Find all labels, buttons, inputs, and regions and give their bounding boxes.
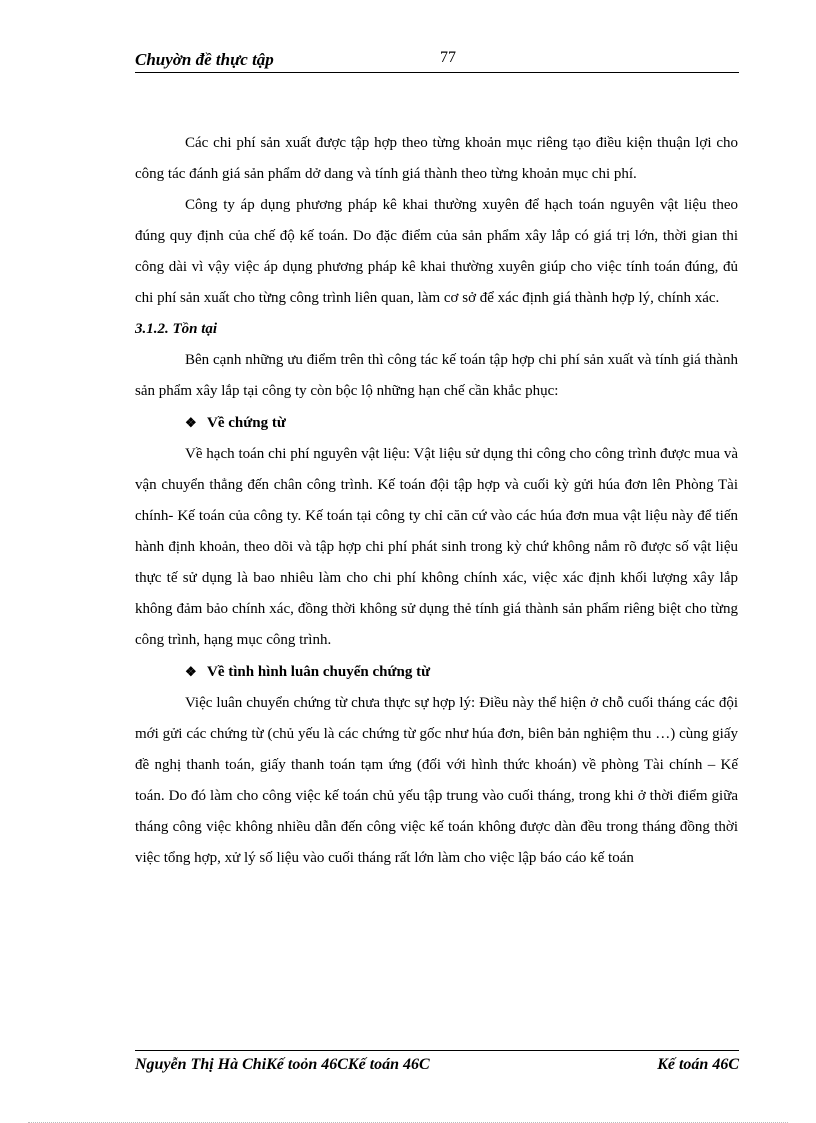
bullet-heading-label: Về tình hình luân chuyển chứng từ (207, 664, 431, 680)
paragraph-4: Về hạch toán chi phí nguyên vật liệu: Vật liệu sử dụng thi công cho công trình được mua và vận chuyển thẳng đến chân công trình. Kế toán đội tập hợp và cuối kỳ gửi húa đơn lên Phòng Tài chính- Kế toán của công ty. Kế toán tại công ty chỉ căn cứ vào các húa đơn mua vật liệu này để tiến hành định khoản, theo dõi và tập hợp chi phí phát sinh trong kỳ chứ không nắm rõ được số vật liệu thực tế sử dụng là bao nhiêu làm cho chi phí không chính xác, việc xác định khối lượng xây lắp không đảm bảo chính xác, đồng thời không sử dụng thẻ tính giá thành sản phẩm riêng biệt cho từng công trình, hạng mục công trình. (135, 446, 738, 648)
paragraph-1: Các chi phí sản xuất được tập hợp theo từng khoản mục riêng tạo điều kiện thuận lợi cho công tác đánh giá sản phẩm dở dang và tính giá thành theo từng khoản mục chi phí. (135, 135, 738, 182)
page-number: 77 (440, 49, 456, 66)
bullet-heading-documents (135, 407, 738, 439)
bullet-heading-circulation (135, 656, 738, 688)
four-diamond-bullet-icon: ❖ (185, 415, 197, 430)
paragraph-5: Việc luân chuyển chứng từ chưa thực sự hợp lý: Điều này thể hiện ở chỗ cuối tháng các đội mới gửi các chứng từ (chủ yếu là các chứng từ gốc như húa đơn, biên bản nghiệm thu …) cùng giấy đề nghị thanh toán, giấy thanh toán tạm ứng (đối với hình thức khoán) về phòng Tài chính – Kế toán. Do đó làm cho công việc kế toán chủ yếu tập trung vào cuối tháng, trong khi ở thời điểm giữa tháng công việc không nhiều dẫn đến công việc kế toán không được dàn đều trong tháng đồng thời việc tổng hợp, xử lý số liệu vào cuối tháng rất lớn làm cho việc lập báo cáo kế toán (135, 695, 738, 866)
footer-class: Kế toán 46C (657, 1056, 739, 1073)
footer-author: Nguyễn Thị Hà ChiKế toỏn 46CKế toán 46C (135, 1056, 430, 1073)
page-footer (135, 1050, 739, 1081)
bullet-heading-label: Về chứng từ (207, 415, 286, 431)
page-header (135, 48, 739, 73)
document-body (135, 128, 738, 874)
paragraph-3: Bên cạnh những ưu điểm trên thì công tác kế toán tập hợp chi phí sản xuất và tính giá thành sản phẩm xây lắp tại công ty còn bộc lộ những hạn chế cần khắc phục: (135, 352, 738, 399)
section-heading: 3.1.2. Tồn tại (135, 321, 218, 337)
four-diamond-bullet-icon: ❖ (185, 664, 197, 679)
paragraph-2: Công ty áp dụng phương pháp kê khai thường xuyên để hạch toán nguyên vật liệu theo đúng quy định của chế độ kế toán. Do đặc điểm của sản phẩm xây lắp có giá trị lớn, thời gian thi công dài vì vậy việc áp dụng phương pháp kê khai thường xuyên giúp cho việc tính toán đúng, đủ chi phí sản xuất cho từng công trình liên quan, làm cơ sở để xác định giá thành hợp lý, chính xác. (135, 197, 738, 306)
header-title: Chuyờn đề thực tập (135, 50, 274, 69)
